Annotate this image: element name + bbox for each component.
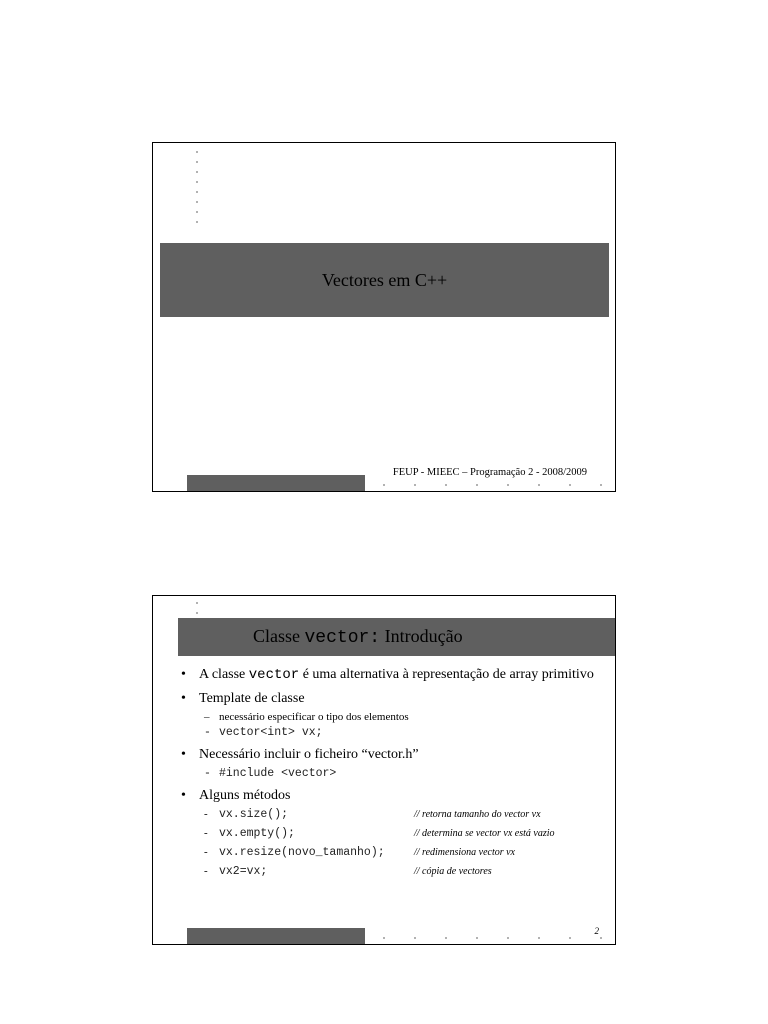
method-code: vx2=vx; — [219, 865, 268, 878]
bullet-text: Template de classe — [199, 691, 305, 706]
inline-code: vector — [248, 667, 300, 683]
bullet-item — [179, 746, 609, 764]
heading-band — [178, 618, 615, 656]
slide-1 — [152, 142, 616, 492]
bullet-item — [179, 690, 609, 708]
method-row — [179, 807, 609, 826]
bottom-bar — [187, 928, 365, 944]
slide-footer: FEUP - MIEEC – Programação 2 - 2008/2009 — [392, 467, 587, 478]
bullet-text: A classe — [199, 667, 249, 682]
heading-code: vector: — [304, 628, 381, 648]
method-comment: // redimensiona vector vx — [414, 847, 515, 858]
horizontal-dot-decoration — [383, 484, 602, 488]
slide-content — [179, 666, 609, 883]
dash-marker: – — [204, 711, 210, 723]
bullet-text: Necessário incluir o ficheiro “vector.h” — [199, 747, 419, 762]
bullet-item — [179, 787, 609, 805]
method-comment: // retorna tamanho do vector vx — [414, 809, 541, 820]
method-row — [179, 845, 609, 864]
slide-title: Vectores em C++ — [321, 269, 448, 290]
title-band — [160, 243, 609, 317]
sub-item — [179, 725, 609, 740]
sub-item-code: #include <vector> — [219, 767, 337, 780]
method-row — [179, 864, 609, 883]
sub-item — [179, 766, 609, 781]
method-comment: // determina se vector vx está vazio — [414, 828, 555, 839]
horizontal-dot-decoration — [383, 937, 602, 941]
vertical-dot-decoration — [196, 151, 200, 231]
dash-marker: - — [204, 865, 208, 877]
sub-item-code: vector<int> vx; — [219, 726, 323, 739]
bullet-text: é uma alternativa à representação de array primitivo — [299, 667, 594, 682]
sub-item — [179, 710, 609, 725]
method-code: vx.size(); — [219, 808, 289, 821]
dash-marker: - — [204, 767, 211, 780]
dash-marker: - — [204, 808, 208, 820]
slide-2 — [152, 595, 616, 945]
method-code: vx.resize(novo_tamanho); — [219, 846, 385, 859]
dash-marker: - — [204, 846, 208, 858]
bullet-text: Alguns métodos — [199, 788, 291, 803]
slide-heading — [253, 626, 463, 648]
method-comment: // cópia de vectores — [414, 866, 492, 877]
method-code: vx.empty(); — [219, 827, 295, 840]
dash-marker: - — [204, 726, 211, 739]
sub-item-text: necessário especificar o tipo dos elementos — [219, 711, 409, 723]
bullet-item — [179, 666, 609, 684]
bottom-bar — [187, 475, 365, 491]
heading-text: Classe — [253, 626, 300, 646]
heading-text-end: Introdução — [384, 626, 463, 646]
dash-marker: - — [204, 827, 208, 839]
method-row — [179, 826, 609, 845]
page-number: 2 — [594, 926, 599, 936]
